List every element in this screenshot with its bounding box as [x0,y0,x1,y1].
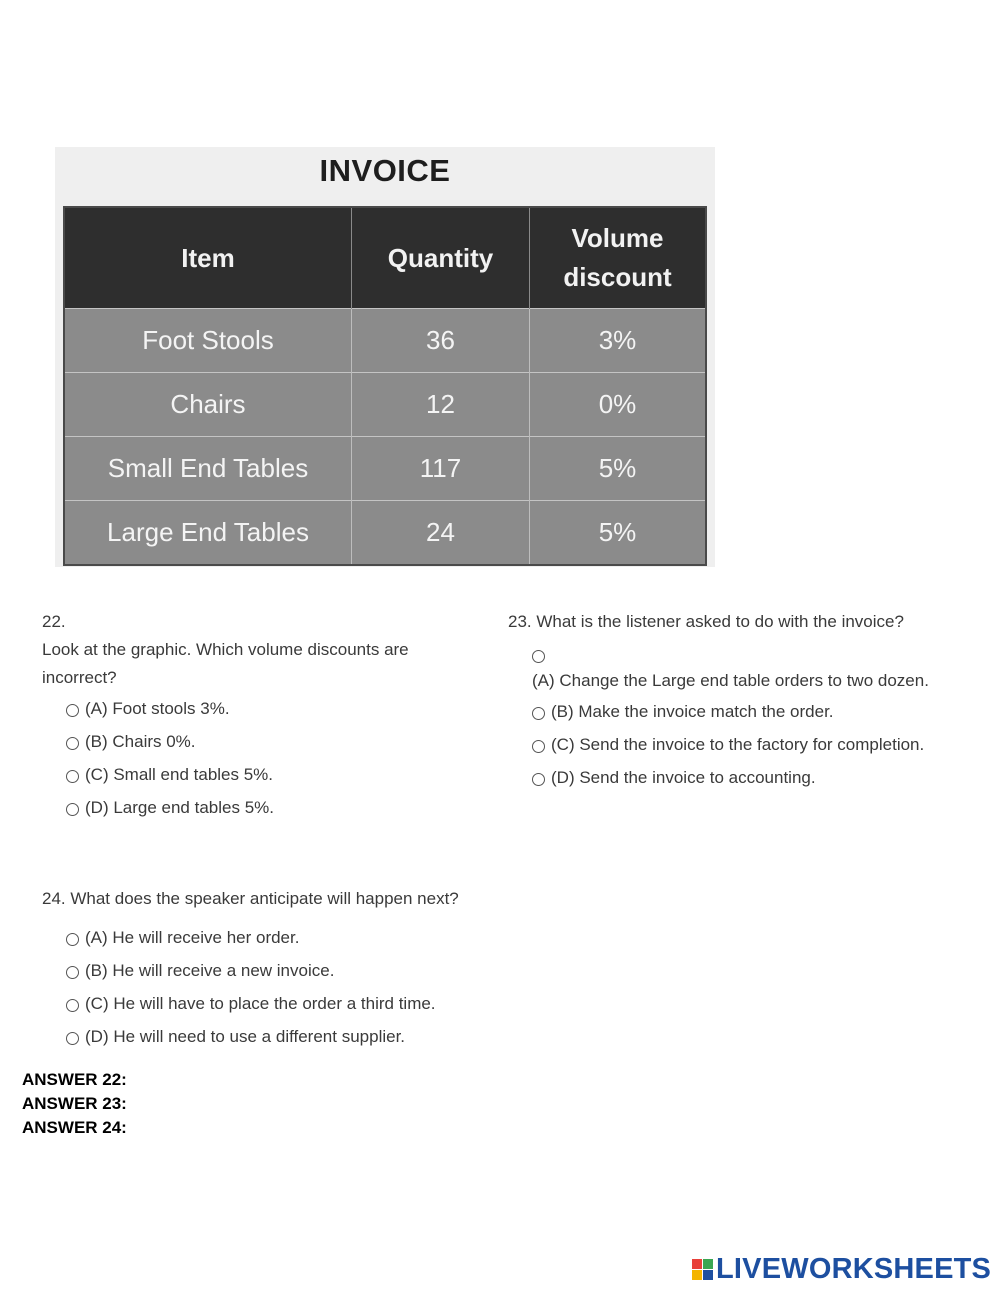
cell-discount: 0% [530,373,707,437]
radio-button[interactable] [532,707,545,720]
question-text: 24. What does the speaker anticipate will happen next? [42,889,459,908]
option-d[interactable] [508,761,968,794]
radio-button[interactable] [532,650,545,663]
logo-icon [692,1259,713,1280]
question-23 [508,608,968,794]
radio-button[interactable] [66,737,79,750]
option-a[interactable] [508,650,968,695]
table-row [64,309,706,373]
radio-button[interactable] [66,1032,79,1045]
answer-22-label: ANSWER 22: [22,1070,127,1089]
cell-item: Small End Tables [64,437,352,501]
option-c[interactable] [42,758,462,791]
question-number: 22. [42,612,66,631]
cell-quantity: 117 [352,437,530,501]
invoice-title: INVOICE [319,153,451,188]
option-a[interactable] [42,921,522,954]
invoice-header-row [64,207,706,309]
cell-discount: 5% [530,437,707,501]
option-label: (B) He will receive a new invoice. [85,960,335,980]
invoice-image [55,147,715,567]
question-text: 23. What is the listener asked to do with the invoice? [508,612,904,631]
option-c[interactable] [42,987,522,1020]
radio-button[interactable] [66,999,79,1012]
table-row [64,437,706,501]
answer-24-label: ANSWER 24: [22,1118,127,1137]
option-label: (D) He will need to use a different supplier. [85,1026,406,1046]
table-row [64,373,706,437]
option-c[interactable] [508,728,968,761]
option-label: (D) Send the invoice to accounting. [551,767,816,787]
option-label: (A) He will receive her order. [85,927,300,947]
option-d[interactable] [42,791,462,824]
cell-quantity: 36 [352,309,530,373]
option-label: (B) Make the invoice match the order. [551,701,834,721]
header-item: Item [64,207,352,309]
answer-23-label: ANSWER 23: [22,1094,127,1113]
option-label: (B) Chairs 0%. [85,731,196,751]
cell-quantity: 24 [352,501,530,566]
option-label: (C) Send the invoice to the factory for completion. [551,734,925,754]
radio-button[interactable] [66,803,79,816]
cell-item: Foot Stools [64,309,352,373]
option-label: (D) Large end tables 5%. [85,797,274,817]
option-label: (C) Small end tables 5%. [85,764,274,784]
option-b[interactable] [42,954,522,987]
liveworksheets-logo [692,1253,991,1286]
option-b[interactable] [42,725,462,758]
cell-item: Large End Tables [64,501,352,566]
table-row [64,501,706,566]
cell-discount: 3% [530,309,707,373]
option-label: (A) Change the Large end table orders to two dozen. [532,671,929,690]
option-label: (C) He will have to place the order a third time. [85,993,436,1013]
radio-button[interactable] [532,740,545,753]
cell-discount: 5% [530,501,707,566]
logo-text: LIVEWORKSHEETS [716,1253,992,1285]
answer-fields [22,1068,127,1140]
option-b[interactable] [508,695,968,728]
radio-button[interactable] [66,933,79,946]
question-text: Look at the graphic. Which volume discounts are incorrect? [42,640,409,687]
header-quantity: Quantity [352,207,530,309]
header-volume-discount: Volume discount [530,207,707,309]
radio-button[interactable] [66,966,79,979]
invoice-table [63,206,707,566]
cell-item: Chairs [64,373,352,437]
question-24 [42,885,522,1053]
radio-button[interactable] [66,770,79,783]
option-label: (A) Foot stools 3%. [85,698,230,718]
question-22 [42,608,462,824]
option-a[interactable] [42,692,462,725]
radio-button[interactable] [532,773,545,786]
radio-button[interactable] [66,704,79,717]
cell-quantity: 12 [352,373,530,437]
option-d[interactable] [42,1020,522,1053]
